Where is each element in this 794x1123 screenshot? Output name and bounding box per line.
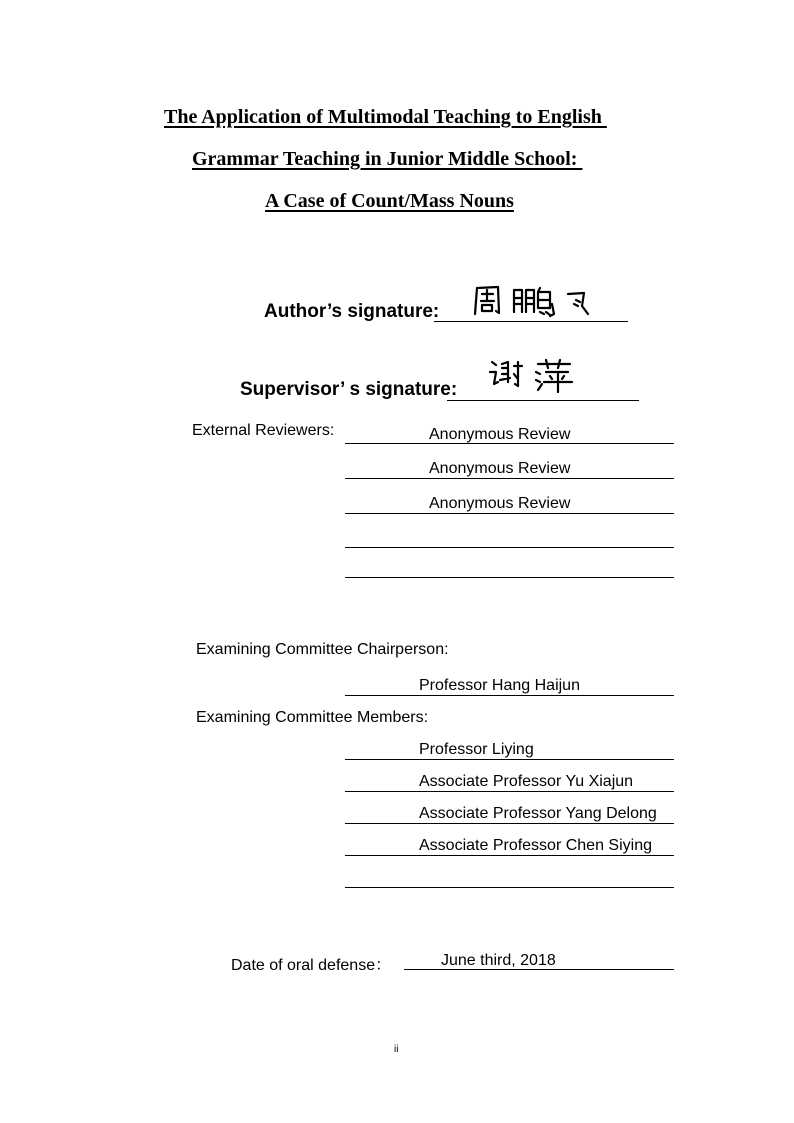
- committee-member-line-2: [345, 791, 674, 792]
- committee-members-label: Examining Committee Members:: [196, 709, 429, 726]
- title-line-2: Grammar Teaching in Junior Middle School:: [192, 148, 583, 170]
- reviewer-name-2: Anonymous Review: [429, 460, 571, 477]
- committee-chair-name: Professor Hang Haijun: [419, 677, 580, 694]
- reviewer-line-4: [345, 547, 674, 548]
- committee-member-2: Associate Professor Yu Xiajun: [419, 773, 634, 790]
- committee-member-line-5: [345, 887, 674, 888]
- supervisor-signature-line: [447, 400, 639, 401]
- committee-chair-line: [345, 695, 674, 696]
- committee-chair-label: Examining Committee Chairperson:: [196, 641, 449, 658]
- title-line-1: The Application of Multimodal Teaching to English: [164, 106, 607, 128]
- author-signature-line: [434, 321, 628, 322]
- reviewer-name-1: Anonymous Review: [429, 426, 571, 443]
- committee-member-line-3: [345, 823, 674, 824]
- page-number: ii: [394, 1044, 399, 1055]
- committee-member-line-1: [345, 759, 674, 760]
- committee-member-1: Professor Liying: [419, 741, 534, 758]
- reviewer-name-3: Anonymous Review: [429, 495, 571, 512]
- committee-member-3: Associate Professor Yang Delong: [419, 805, 657, 822]
- committee-member-line-4: [345, 855, 674, 856]
- title-line-3: A Case of Count/Mass Nouns: [265, 190, 514, 212]
- reviewer-line-3: [345, 513, 674, 514]
- author-signature-label: Author’s signature:: [264, 301, 440, 322]
- external-reviewers-label: External Reviewers:: [192, 422, 335, 439]
- defense-date-label: Date of oral defense：: [231, 957, 392, 974]
- supervisor-signature-label: Supervisor’ s signature:: [240, 379, 458, 400]
- author-handwritten-signature: [472, 284, 592, 318]
- reviewer-line-2: [345, 478, 674, 479]
- reviewer-line-5: [345, 577, 674, 578]
- committee-member-4: Associate Professor Chen Siying: [419, 837, 652, 854]
- supervisor-handwritten-signature: [488, 356, 580, 394]
- defense-date-value: June third, 2018: [441, 952, 556, 969]
